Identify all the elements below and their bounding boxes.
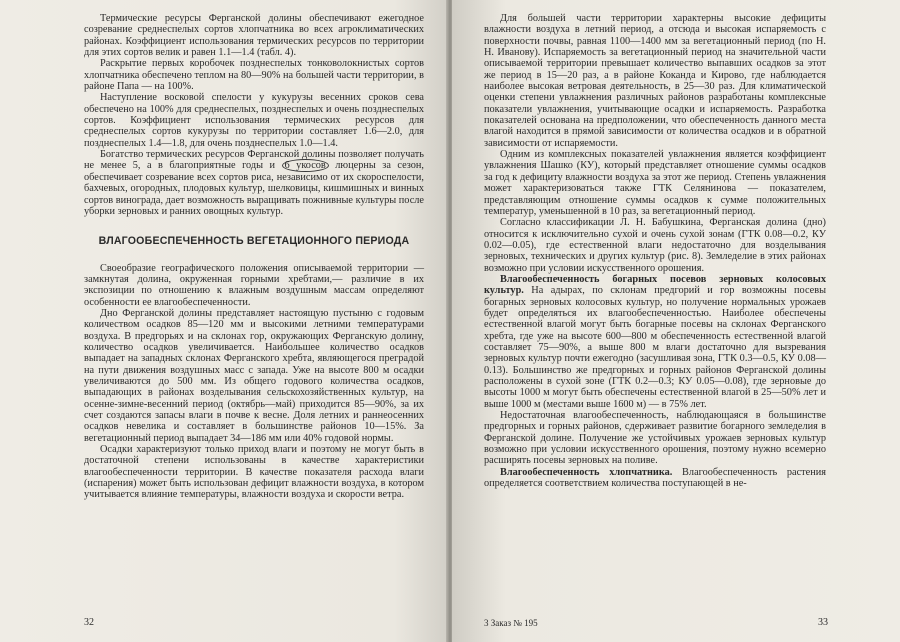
- print-footnote: 3 Заказ № 195: [484, 618, 538, 628]
- right-page-text: [484, 13, 826, 489]
- paragraph: Своеобразие географического положения описываемой территории — замкнутая долина, окруженная горными хребтами,— различие в их экспозиции по отношению к влажным воздушным массам определяют особенности ее влагообеспеченности.: [84, 262, 424, 308]
- paragraph: [484, 274, 826, 410]
- text-run: На адырах, по склонам предгорий и гор возможны посевы богарных зерновых колосовых культур, но получение нормальных урожаев будет определяться их влагообеспеченностью. Наиболее обеспечены естественной влагой могут быть богарные посевы на склонах Ферганского хребта, где уже на высоте 600—800 м обеспеченность естественной влагой составляет 75—90%, а выше 800 м влаги достаточно для вызревания зерновых культур почти ежегодно (засушливая зона, ГТК 0.3—0.5, КУ 0.08—0.13). Большинство же предгорных и горных районов Ферганской долины расположены в сухой зоне (ГТК 0.2—0.3; КУ 0.05—0.08), где зерновые до высоты 1000 м могут быть обеспечены естественной влагой в 25—50% лет и выше 1000 м (местами выше 1600 м) — в 75% лет.: [484, 285, 826, 410]
- paragraph: [84, 149, 424, 217]
- paragraph: Для большей части территории характерны высокие дефициты влажности воздуха в летний период, а отсюда и высокая испаряемость с поверхности почвы, равная 1100—1400 мм за вегетационный период (по Н. Н. Иванову). Испаряемость за вегетационный период на значительной части описываемой территории превышает количество выпавших осадков за этот же период в 15—20 раз, а в районе Коканда и Кирово, где наблюдается наиболее высокая ветровая деятельность, в 25—30 раз. Для климатической оценки степени увлажнения различных районов разработаны комплексные показатели увлажнения, учитывающие осадки и испаряемость. Разработка показателей основана на предположении, что обеспеченность данного места влагой находится в прямой зависимости от количества осадков и в обратной зависимости от испаряемости.: [484, 13, 826, 149]
- section-heading: ВЛАГООБЕСПЕЧЕННОСТЬ ВЕГЕТАЦИОННОГО ПЕРИОДА: [98, 235, 410, 248]
- paragraph: Осадки характеризуют только приход влаги и поэтому не могут быть в достаточной степени использованы в качестве характеристики влагообеспеченности территории. В качестве показателя расхода влаги (испарения) может быть использован дефицит влажности воздуха, в котором учитывается влияние температуры, влажности воздуха и скорости ветра.: [84, 444, 424, 501]
- text-run: люцерны за сезон, обеспечивает созревание всех сортов риса, независимо от их скороспелости, бахчевых, огородных, плодовых культур, шелковицы, кишмишных и винных сортов винограда, дает возможность выращивать пожнивные культуры после уборки зерновых и ранних овощных культур.: [84, 160, 425, 217]
- paragraph: Раскрытие первых коробочек позднеспелых тонковолокнистых сортов хлопчатника обеспечено теплом на 80—90% на большей части территории, в районе Папа — на 100%.: [84, 58, 424, 93]
- paragraph: Одним из комплексных показателей увлажнения является коэффициент увлажнения Шашко (КУ), который представляет отношение суммы осадков за год к дефициту влажности воздуха за этот же период. Степень увлажнения может характеризоваться также ГТК Селянинова — показателем, представляющим отношение суммы осадков к сумме положительных температур, уменьшенной в 10 раз, за вегетационный период.: [484, 149, 826, 217]
- text-run: Влагообеспеченность растения определяется соответствием количества поступающей в не-: [484, 466, 826, 490]
- right-page: [452, 0, 900, 642]
- paragraph: Недостаточная влагообеспеченность, наблюдающаяся в большинстве предгорных и горных районов, сдерживает развитие богарного земледелия в Ферганской долине. Получение же устойчивых урожаев зерновых культур возможно при условии искусственного орошения, поэтому нужно всемерно расширять посевы зерновых на поливе.: [484, 410, 826, 467]
- subsection-title: Влагообеспеченность хлопчатника.: [500, 466, 673, 478]
- circled-annotation: 6 укосов: [282, 159, 329, 172]
- page-number: 32: [84, 617, 94, 628]
- page-number: 33: [818, 617, 828, 628]
- paragraph: Согласно классификации Л. Н. Бабушкина, Ферганская долина (дно) относится к исключительно сухой и очень сухой зонам (ГТК 0.08—0.2, КУ 0.02—0.05), где естественной влаги недостаточно для возделывания зерновых, технических и других культур (рис. 8). Земледелие в этих районах возможно при условии искусственного орошения.: [484, 217, 826, 274]
- paragraph: Термические ресурсы Ферганской долины обеспечивают ежегодное созревание среднеспелых сортов хлопчатника во всех агроклиматических районах. Коэффициент использования термических ресурсов по территории для этих сортов велик и равен 1.1—1.4 (табл. 4).: [84, 13, 424, 59]
- paragraph: Дно Ферганской долины представляет настоящую пустыню с годовым количеством осадков 85—120 мм и высокими летними температурами воздуха. В предгорьях и на склонах гор, окружающих Ферганскую долину, количество осадков увеличивается. Наибольшее количество осадков выпадает на западных склонах Ферганского хребта, являющегося преградой на пути движения воздушных масс с запада. Уже на высоте 800 м осадки увеличиваются до 500 мм. Из общего годового количества осадков, выпадающих в районах возделывания сельскохозяйственных культур, на осенне-зимне-весенний период (октябрь—май) приходится 85—90%, за их счет создаются запасы влаги в почве к весне. Доля летних и раннеосенних осадков невелика и составляет в большинстве районов 10—15%. За вегетационный период выпадает 34—186 мм или 40% годовой нормы.: [84, 307, 424, 444]
- paragraph: Наступление восковой спелости у кукурузы весенних сроков сева обеспечено на 100% для среднеспелых, позднеспелых и очень позднеспелых сортов. Коэффициент использования термических ресурсов для среднеспелых сортов кукурузы по территории составляет 1.6—2.0, для позднеспелых 1.4—1.8, для очень позднеспелых 1.0—1.4.: [84, 92, 424, 149]
- text-run: Богатство термических ресурсов Ферганской долины позволяет получать не менее 5, а в благоприятные годы и: [84, 149, 424, 172]
- left-page: [0, 0, 448, 642]
- paragraph: [484, 467, 826, 490]
- left-page-text: [84, 13, 424, 501]
- subsection-title: Влагообеспеченность богарных посевов зерновых колосовых культур.: [484, 273, 826, 297]
